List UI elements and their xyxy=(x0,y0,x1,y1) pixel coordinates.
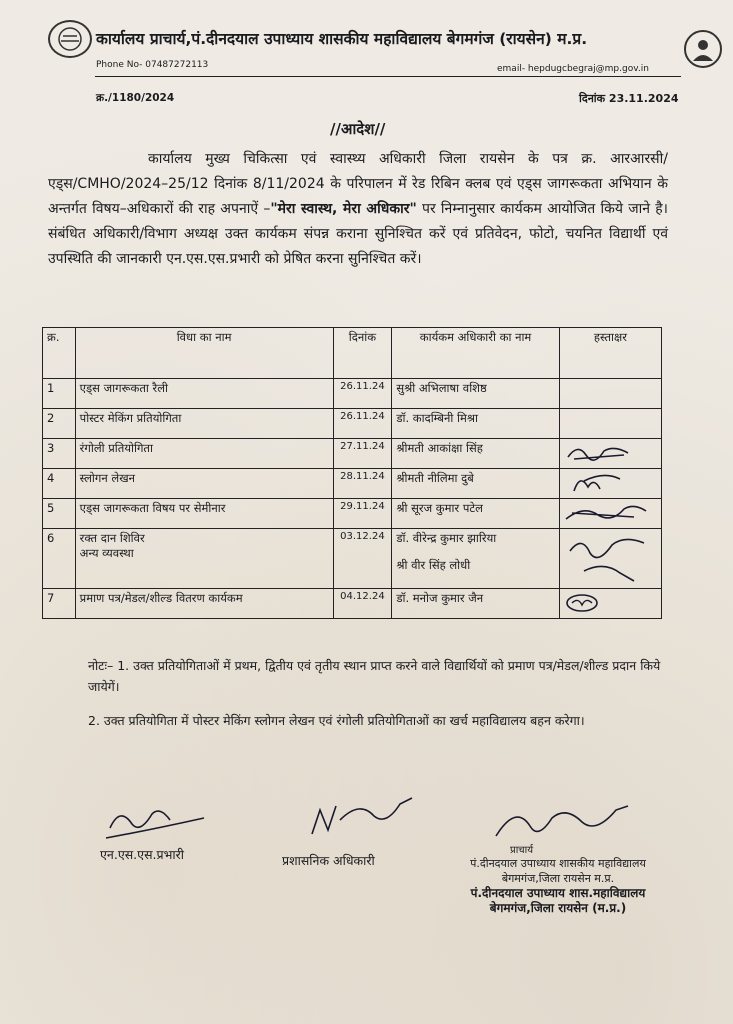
portrait-emblem-icon xyxy=(684,30,722,68)
row-date: 03.12.24 xyxy=(333,529,392,589)
row-officer: डॉ. कादम्बिनी मिश्रा xyxy=(392,409,559,439)
row-officer: सुश्री अभिलाषा वशिष्ठ xyxy=(392,379,559,409)
table-row xyxy=(43,379,662,409)
reference-number: क्र./1180/2024 xyxy=(96,92,175,104)
row-signature xyxy=(559,409,661,439)
program-schedule-table xyxy=(42,327,662,619)
email-address: email- hepdugcbegraj@mp.gov.in xyxy=(497,64,649,74)
principal-stamp xyxy=(448,856,668,916)
row-event: प्रमाण पत्र/मेडल/शील्ड वितरण कार्यकम xyxy=(75,589,333,619)
principal-label: प्राचार्य xyxy=(510,845,534,856)
row-officer xyxy=(392,529,559,589)
theme-text: "मेरा स्वास्थ, मेरा अधिकार" xyxy=(270,201,417,217)
row-date: 28.11.24 xyxy=(333,469,392,499)
nss-incharge-label: एन.एस.एस.प्रभारी xyxy=(100,847,184,862)
table-header-row xyxy=(43,328,662,379)
stamp-line-1: पं.दीनदयाल उपाध्याय शासकीय महाविद्यालय xyxy=(470,857,646,870)
row-date: 27.11.24 xyxy=(333,439,392,469)
row-date: 26.11.24 xyxy=(333,409,392,439)
table-row xyxy=(43,529,662,589)
college-emblem-icon xyxy=(48,20,92,58)
nss-signature xyxy=(100,800,210,842)
row-serial: 3 xyxy=(43,439,76,469)
row-officer-line2: श्री वीर सिंह लोधी xyxy=(396,558,471,572)
row-serial: 7 xyxy=(43,589,76,619)
col-header-serial: क्र. xyxy=(43,328,76,379)
row-event: पोस्टर मेकिंग प्रतियोगिता xyxy=(75,409,333,439)
admin-signature xyxy=(300,790,420,840)
handwritten-signature xyxy=(564,531,652,585)
row-signature xyxy=(559,379,661,409)
row-signature xyxy=(559,469,661,499)
row-event: रंगोली प्रतियोगिता xyxy=(75,439,333,469)
order-body xyxy=(48,147,668,272)
table-row xyxy=(43,499,662,529)
office-title: कार्यालय प्राचार्य,पं.दीनदयाल उपाध्याय शासकीय महाविद्यालय बेगमगंज (रायसेन) म.प्र. xyxy=(96,30,588,48)
handwritten-signature xyxy=(564,441,634,465)
row-signature xyxy=(559,589,661,619)
row-signature xyxy=(559,499,661,529)
row-serial: 4 xyxy=(43,469,76,499)
note-1: नोटः– 1. उक्त प्रतियोगिताओं में प्रथम, द्वितीय एवं तृतीय स्थान प्राप्त करने वाले विद्यार्थियों को प्रमाण पत्र/मेडल/शील्ड प्रदान किये जायेगें। xyxy=(88,658,661,694)
stamp-line-2: बेगमगंज,जिला रायसेन म.प्र. xyxy=(501,872,615,885)
row-event-line2: अन्य व्यवस्था xyxy=(79,546,134,560)
issue-date: दिनांक 23.11.2024 xyxy=(579,92,679,105)
row-officer: श्री सूरज कुमार पटेल xyxy=(392,499,559,529)
table-row xyxy=(43,589,662,619)
stamp-line-3: पं.दीनदयाल उपाध्याय शास.महाविद्यालय xyxy=(470,886,646,900)
handwritten-signature xyxy=(564,471,634,495)
col-header-event: विधा का नाम xyxy=(75,328,333,379)
handwritten-signature xyxy=(564,501,649,525)
handwritten-signature xyxy=(564,591,604,615)
row-signature xyxy=(559,439,661,469)
row-officer: श्रीमती नीलिमा दुबे xyxy=(392,469,559,499)
order-heading: //आदेश// xyxy=(330,120,386,138)
row-event-line1: रक्त दान शिविर xyxy=(79,531,145,545)
row-serial: 1 xyxy=(43,379,76,409)
row-event: एड्स जागरूकता रैली xyxy=(75,379,333,409)
admin-officer-label: प्रशासनिक अधिकारी xyxy=(282,853,375,868)
row-serial: 2 xyxy=(43,409,76,439)
row-event: स्लोगन लेखन xyxy=(75,469,333,499)
row-date: 04.12.24 xyxy=(333,589,392,619)
table-row xyxy=(43,469,662,499)
row-event xyxy=(75,529,333,589)
note-2: 2. उक्त प्रतियोगिता में पोस्टर मेकिंग स्लोगन लेखन एवं रंगोली प्रतियोगिताओं का खर्च महाविद्यालय बहन करेगा। xyxy=(88,713,585,728)
row-serial: 6 xyxy=(43,529,76,589)
table-row xyxy=(43,409,662,439)
phone-number: Phone No- 07487272113 xyxy=(96,60,209,70)
row-officer-line1: डॉ. वीरेन्द्र कुमार झारिया xyxy=(396,531,497,545)
row-date: 26.11.24 xyxy=(333,379,392,409)
col-header-signature: हस्ताक्षर xyxy=(559,328,661,379)
col-header-officer: कार्यकम अधिकारी का नाम xyxy=(392,328,559,379)
col-header-date: दिनांक xyxy=(333,328,392,379)
table-row xyxy=(43,439,662,469)
stamp-line-4: बेगमगंज,जिला रायसेन (म.प्र.) xyxy=(489,901,627,915)
order-body-part2: पर निम्नानुसार कार्यकम आयोजित किये जाने है। संबंधित अधिकारी/विभाग अध्यक्ष उक्त कार्यकम संपन्न कराना सुनिश्चित करें एवं प्रतिवेदन, फोटो, चयनित विद्यार्थी एवं उपस्थिति की जानकारी एन.एस.एस.प्रभारी को प्रेषित करना सुनिश्चित करें। xyxy=(48,201,668,267)
header-divider xyxy=(95,76,681,77)
row-officer: डॉ. मनोज कुमार जैन xyxy=(392,589,559,619)
row-serial: 5 xyxy=(43,499,76,529)
row-date: 29.11.24 xyxy=(333,499,392,529)
row-officer: श्रीमती आकांक्षा सिंह xyxy=(392,439,559,469)
principal-signature xyxy=(486,800,636,850)
row-signature xyxy=(559,529,661,589)
order-body-part1: कार्यालय मुख्य चिकित्सा एवं स्वास्थ्य अधिकारी जिला रायसेन के पत्र क्र. आरआरसी/एड्स/CMHO/2024–25/12 दिनांक 8/11/2024 के परिपालन में रेड रिबिन क्लब एवं एड्स जागरूकता अभियान के अन्तर्गत विषय–अधिकारों की राह अपनाऐं – xyxy=(48,151,668,217)
row-event: एड्स जागरूकता विषय पर सेमीनार xyxy=(75,499,333,529)
